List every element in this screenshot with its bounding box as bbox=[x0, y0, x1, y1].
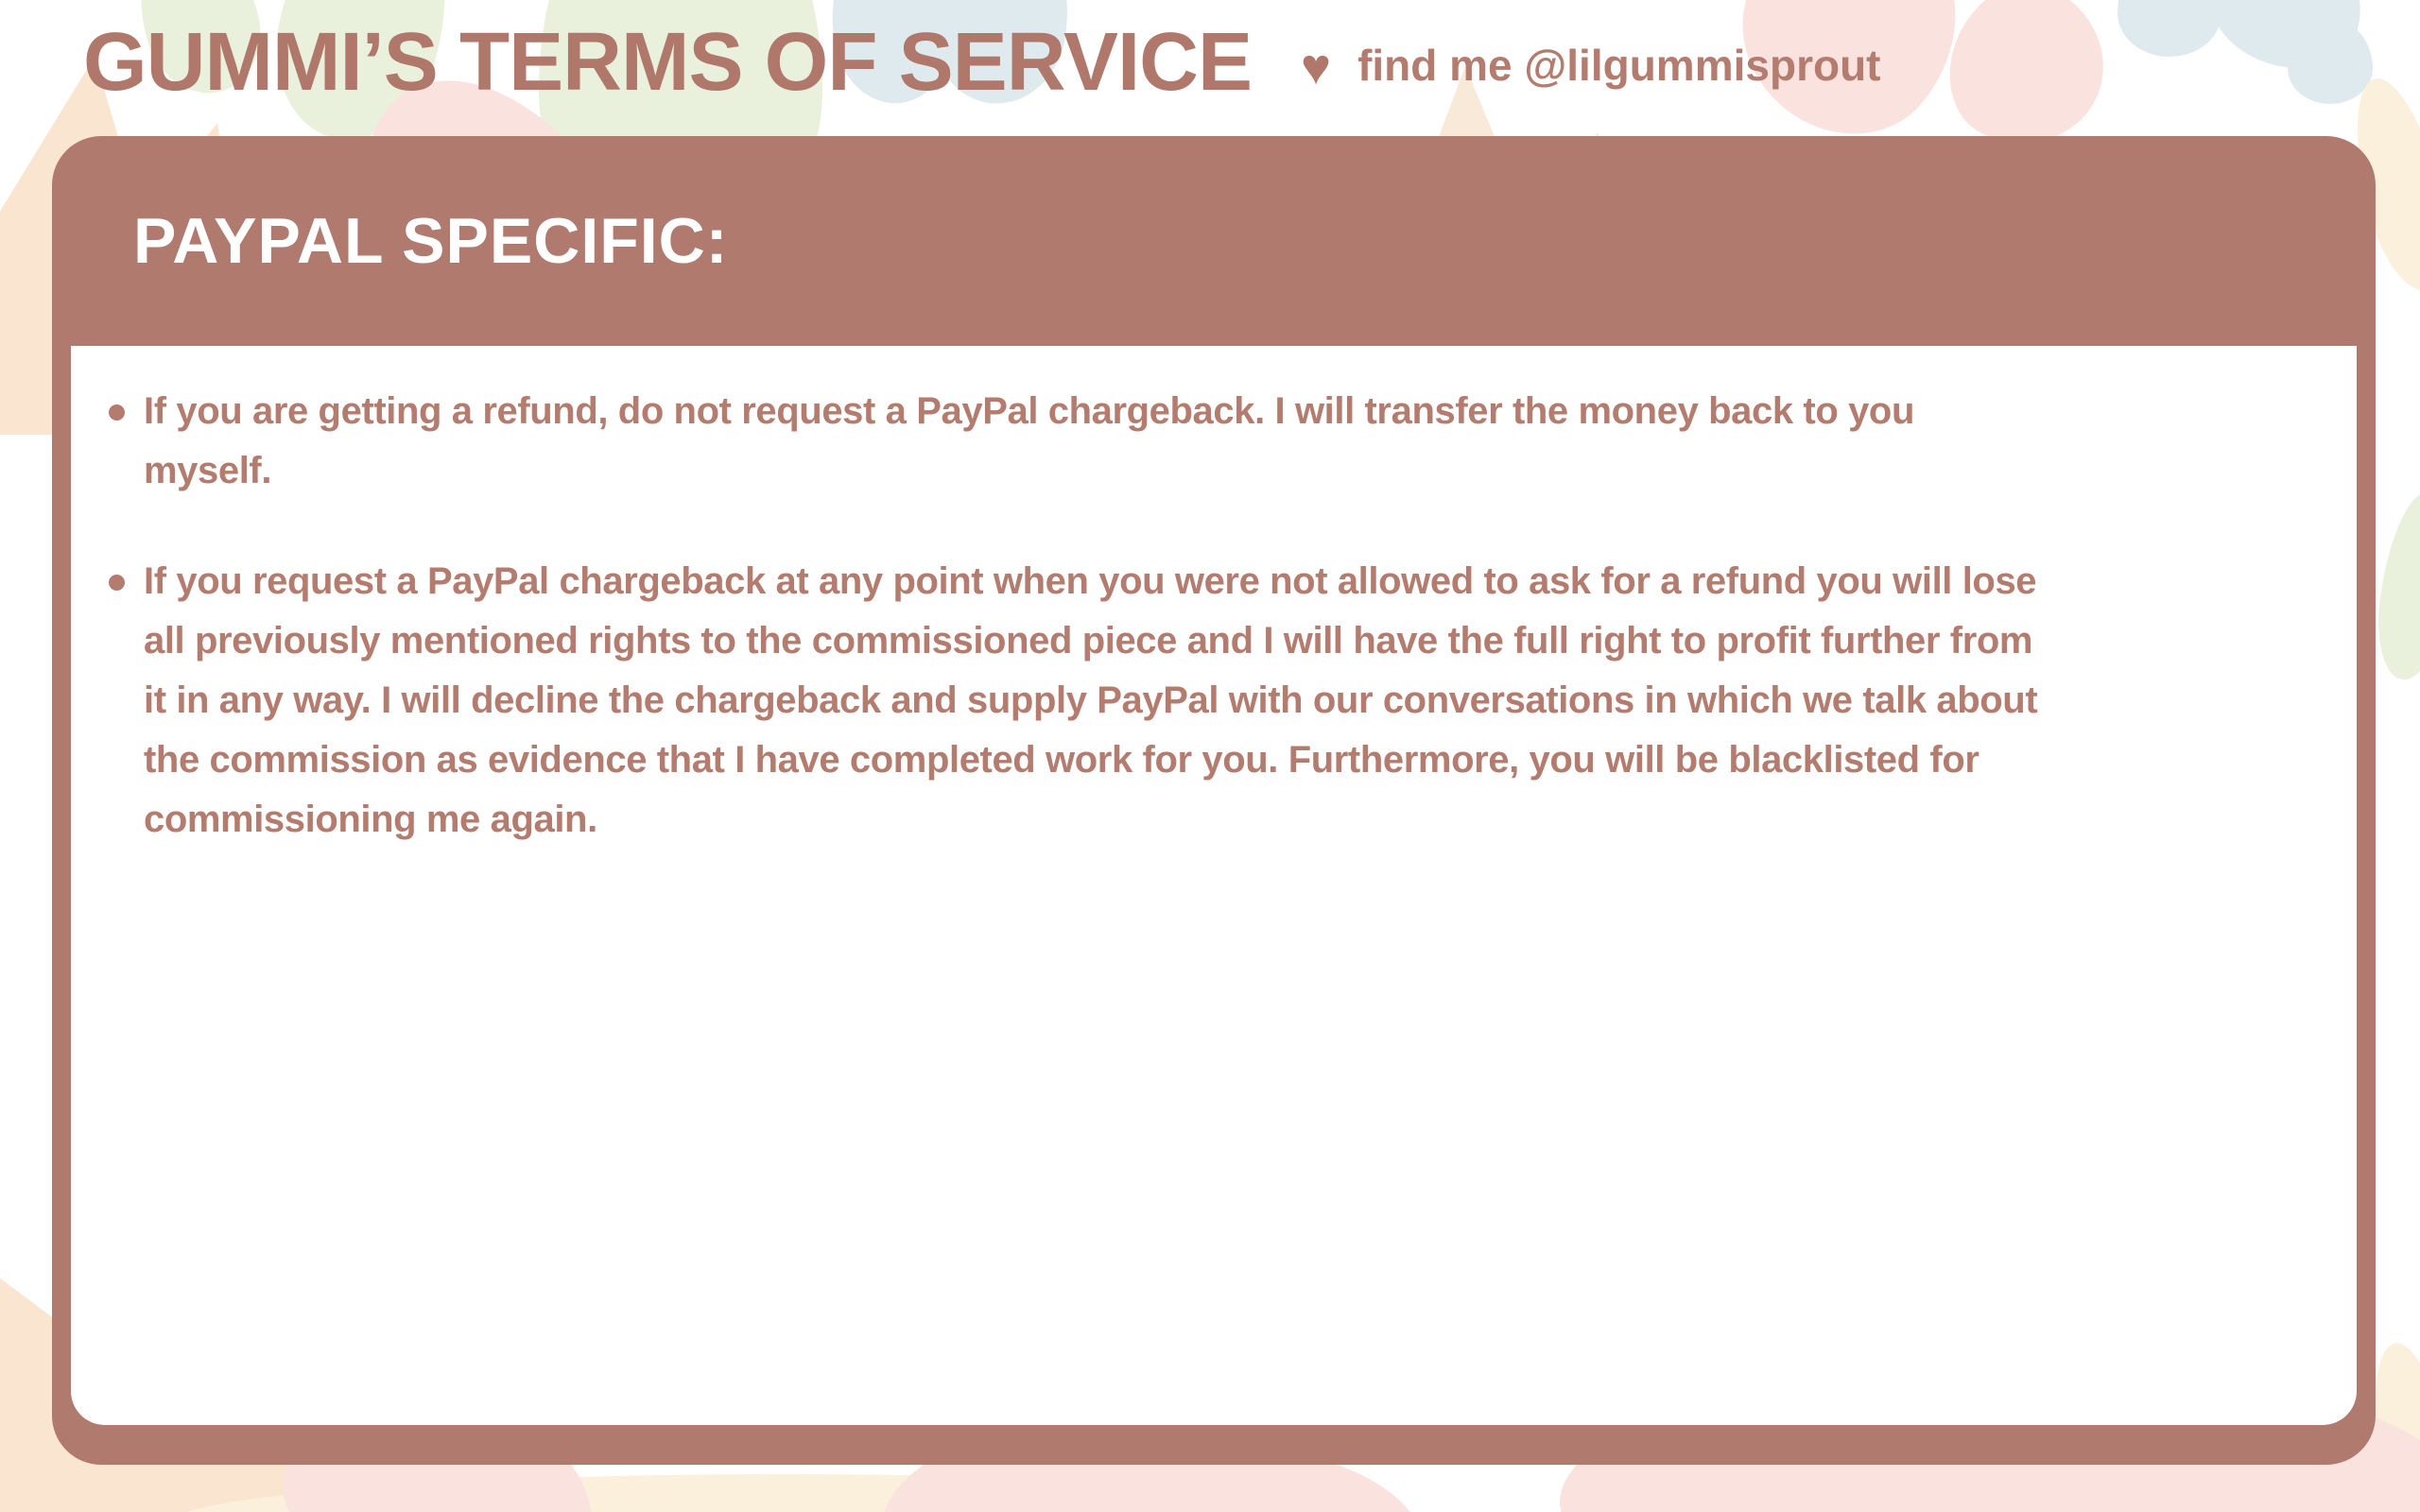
bullet-line: If you request a PayPal chargeback at any point when you were not allowed to ask for a refund you will lose bbox=[144, 560, 2037, 602]
card-body bbox=[71, 346, 2357, 1425]
bullet-item-chargeback bbox=[109, 552, 2319, 850]
decor-flower-blue-3 bbox=[2118, 0, 2221, 57]
bullet-dot bbox=[109, 575, 125, 591]
tos-card bbox=[52, 136, 2376, 1465]
bullet-line: it in any way. I will decline the chargeback and supply PayPal with our conversations in which we talk about bbox=[144, 679, 2038, 721]
heart-icon: ♥ bbox=[1301, 39, 1332, 95]
bullet-line: commissioning me again. bbox=[144, 799, 597, 840]
page-header bbox=[83, 15, 1881, 110]
card-section-title: PAYPAL SPECIFIC: bbox=[133, 205, 729, 277]
bullet-line: myself. bbox=[144, 450, 272, 491]
bullet-text bbox=[144, 382, 1914, 501]
bullet-line: If you are getting a refund, do not request a PayPal chargeback. I will transfer the money back to you bbox=[144, 390, 1914, 432]
decor-leaf-green-right bbox=[2369, 488, 2420, 684]
bullet-text bbox=[144, 552, 2037, 850]
page-title: GUMMI’S TERMS OF SERVICE bbox=[83, 16, 1253, 108]
bullet-line: the commission as evidence that I have completed work for you. Furthermore, you will be blacklisted for bbox=[144, 739, 1979, 781]
artist-handle: find me @lilgummisprout bbox=[1357, 41, 1881, 90]
decor-flower-blue-5 bbox=[2288, 19, 2373, 104]
bullet-item-refund bbox=[109, 382, 2319, 501]
card-header bbox=[52, 136, 2376, 346]
bullet-line: all previously mentioned rights to the commissioned piece and I will have the full right to profit further from bbox=[144, 620, 2033, 662]
bullet-dot bbox=[109, 404, 125, 421]
